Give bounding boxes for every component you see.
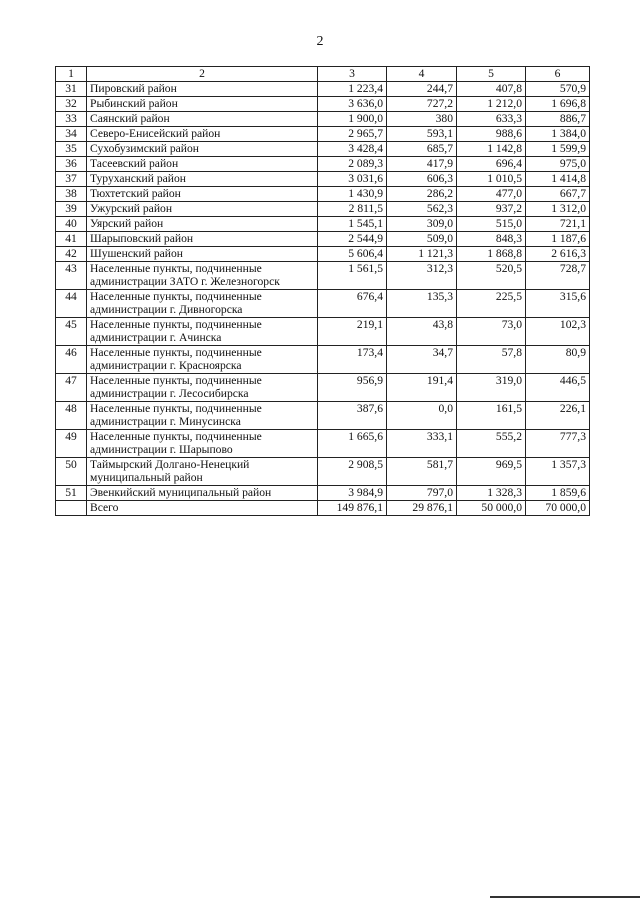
table-row — [56, 374, 590, 402]
value-col3: 3 428,4 — [318, 142, 387, 157]
table-row — [56, 247, 590, 262]
district-name: Тюхтетский район — [87, 187, 318, 202]
value-col6: 1 357,3 — [526, 458, 590, 486]
value-col5: 1 142,8 — [457, 142, 526, 157]
district-name: Шарыповский район — [87, 232, 318, 247]
table-body — [56, 82, 590, 516]
district-name: Эвенкийский муниципальный район — [87, 486, 318, 501]
row-number: 50 — [56, 458, 87, 486]
table-row — [56, 402, 590, 430]
value-col4: 685,7 — [387, 142, 457, 157]
table-row — [56, 346, 590, 374]
value-col5: 225,5 — [457, 290, 526, 318]
column-header: 2 — [87, 67, 318, 82]
value-col3: 2 965,7 — [318, 127, 387, 142]
row-number: 33 — [56, 112, 87, 127]
row-number: 42 — [56, 247, 87, 262]
value-col6: 226,1 — [526, 402, 590, 430]
value-col4: 43,8 — [387, 318, 457, 346]
value-col3: 387,6 — [318, 402, 387, 430]
total-col6: 70 000,0 — [526, 501, 590, 516]
district-name: Северо-Енисейский район — [87, 127, 318, 142]
total-label: Всего — [87, 501, 318, 516]
row-number: 49 — [56, 430, 87, 458]
total-number-cell — [56, 501, 87, 516]
value-col4: 135,3 — [387, 290, 457, 318]
value-col6: 975,0 — [526, 157, 590, 172]
value-col5: 937,2 — [457, 202, 526, 217]
value-col3: 2 908,5 — [318, 458, 387, 486]
value-col5: 848,3 — [457, 232, 526, 247]
value-col5: 633,3 — [457, 112, 526, 127]
table-row — [56, 232, 590, 247]
value-col5: 515,0 — [457, 217, 526, 232]
value-col4: 312,3 — [387, 262, 457, 290]
table-row — [56, 458, 590, 486]
district-name: Саянский район — [87, 112, 318, 127]
district-name: Таймырский Долгано-Ненецкий муниципальный район — [87, 458, 318, 486]
table-row — [56, 202, 590, 217]
district-name: Сухобузимский район — [87, 142, 318, 157]
row-number: 43 — [56, 262, 87, 290]
row-number: 39 — [56, 202, 87, 217]
row-number: 44 — [56, 290, 87, 318]
row-number: 35 — [56, 142, 87, 157]
column-header: 6 — [526, 67, 590, 82]
total-col3: 149 876,1 — [318, 501, 387, 516]
value-col3: 1 545,1 — [318, 217, 387, 232]
value-col6: 777,3 — [526, 430, 590, 458]
total-col5: 50 000,0 — [457, 501, 526, 516]
value-col5: 1 212,0 — [457, 97, 526, 112]
row-number: 51 — [56, 486, 87, 501]
value-col6: 728,7 — [526, 262, 590, 290]
data-table — [55, 66, 590, 516]
value-col6: 1 384,0 — [526, 127, 590, 142]
district-name: Населенные пункты, подчиненные администрации г. Лесосибирска — [87, 374, 318, 402]
column-header: 4 — [387, 67, 457, 82]
value-col5: 555,2 — [457, 430, 526, 458]
value-col4: 593,1 — [387, 127, 457, 142]
value-col6: 102,3 — [526, 318, 590, 346]
row-number: 34 — [56, 127, 87, 142]
value-col4: 0,0 — [387, 402, 457, 430]
value-col6: 80,9 — [526, 346, 590, 374]
value-col5: 520,5 — [457, 262, 526, 290]
value-col5: 696,4 — [457, 157, 526, 172]
row-number: 31 — [56, 82, 87, 97]
value-col6: 570,9 — [526, 82, 590, 97]
value-col3: 1 900,0 — [318, 112, 387, 127]
district-name: Населенные пункты, подчиненные администрации г. Дивногорска — [87, 290, 318, 318]
value-col4: 562,3 — [387, 202, 457, 217]
value-col5: 969,5 — [457, 458, 526, 486]
district-name: Населенные пункты, подчиненные администрации ЗАТО г. Железногорск — [87, 262, 318, 290]
value-col5: 73,0 — [457, 318, 526, 346]
value-col5: 57,8 — [457, 346, 526, 374]
table-row — [56, 172, 590, 187]
table-row — [56, 187, 590, 202]
table-row — [56, 127, 590, 142]
value-col4: 727,2 — [387, 97, 457, 112]
district-name: Тасеевский район — [87, 157, 318, 172]
value-col5: 1 328,3 — [457, 486, 526, 501]
value-col4: 797,0 — [387, 486, 457, 501]
value-col3: 219,1 — [318, 318, 387, 346]
value-col3: 5 606,4 — [318, 247, 387, 262]
row-number: 32 — [56, 97, 87, 112]
value-col6: 446,5 — [526, 374, 590, 402]
district-name: Населенные пункты, подчиненные администрации г. Красноярска — [87, 346, 318, 374]
row-number: 46 — [56, 346, 87, 374]
table-row — [56, 430, 590, 458]
value-col3: 3 636,0 — [318, 97, 387, 112]
value-col3: 173,4 — [318, 346, 387, 374]
value-col4: 309,0 — [387, 217, 457, 232]
value-col6: 1 414,8 — [526, 172, 590, 187]
district-name: Уярский район — [87, 217, 318, 232]
value-col4: 191,4 — [387, 374, 457, 402]
value-col6: 1 599,9 — [526, 142, 590, 157]
column-header: 1 — [56, 67, 87, 82]
table-row — [56, 82, 590, 97]
bottom-rule — [490, 896, 640, 898]
value-col3: 2 544,9 — [318, 232, 387, 247]
value-col6: 721,1 — [526, 217, 590, 232]
total-row — [56, 501, 590, 516]
value-col4: 244,7 — [387, 82, 457, 97]
row-number: 38 — [56, 187, 87, 202]
column-header: 5 — [457, 67, 526, 82]
value-col3: 2 811,5 — [318, 202, 387, 217]
value-col3: 956,9 — [318, 374, 387, 402]
table-header-row — [56, 67, 590, 82]
district-name: Населенные пункты, подчиненные администрации г. Ачинска — [87, 318, 318, 346]
value-col4: 34,7 — [387, 346, 457, 374]
value-col4: 1 121,3 — [387, 247, 457, 262]
row-number: 40 — [56, 217, 87, 232]
row-number: 36 — [56, 157, 87, 172]
district-name: Шушенский район — [87, 247, 318, 262]
row-number: 37 — [56, 172, 87, 187]
value-col6: 1 859,6 — [526, 486, 590, 501]
table-row — [56, 486, 590, 501]
value-col3: 1 561,5 — [318, 262, 387, 290]
value-col4: 509,0 — [387, 232, 457, 247]
value-col5: 1 868,8 — [457, 247, 526, 262]
table-row — [56, 217, 590, 232]
value-col4: 380 — [387, 112, 457, 127]
value-col5: 988,6 — [457, 127, 526, 142]
value-col6: 1 187,6 — [526, 232, 590, 247]
district-name: Пировский район — [87, 82, 318, 97]
district-name: Населенные пункты, подчиненные администрации г. Минусинска — [87, 402, 318, 430]
value-col5: 407,8 — [457, 82, 526, 97]
value-col3: 3 984,9 — [318, 486, 387, 501]
row-number: 45 — [56, 318, 87, 346]
district-name: Рыбинский район — [87, 97, 318, 112]
table-row — [56, 262, 590, 290]
value-col4: 333,1 — [387, 430, 457, 458]
value-col6: 315,6 — [526, 290, 590, 318]
value-col5: 477,0 — [457, 187, 526, 202]
value-col3: 1 223,4 — [318, 82, 387, 97]
value-col3: 3 031,6 — [318, 172, 387, 187]
value-col4: 286,2 — [387, 187, 457, 202]
value-col3: 676,4 — [318, 290, 387, 318]
value-col6: 2 616,3 — [526, 247, 590, 262]
value-col3: 2 089,3 — [318, 157, 387, 172]
district-name: Туруханский район — [87, 172, 318, 187]
table-row — [56, 142, 590, 157]
table-row — [56, 290, 590, 318]
value-col5: 161,5 — [457, 402, 526, 430]
value-col3: 1 665,6 — [318, 430, 387, 458]
table-row — [56, 318, 590, 346]
value-col5: 1 010,5 — [457, 172, 526, 187]
table-row — [56, 157, 590, 172]
district-name: Ужурский район — [87, 202, 318, 217]
value-col4: 581,7 — [387, 458, 457, 486]
total-col4: 29 876,1 — [387, 501, 457, 516]
value-col6: 667,7 — [526, 187, 590, 202]
value-col6: 1 312,0 — [526, 202, 590, 217]
row-number: 47 — [56, 374, 87, 402]
value-col4: 606,3 — [387, 172, 457, 187]
column-header: 3 — [318, 67, 387, 82]
page-number: 2 — [316, 34, 324, 49]
value-col3: 1 430,9 — [318, 187, 387, 202]
table-row — [56, 112, 590, 127]
value-col6: 1 696,8 — [526, 97, 590, 112]
value-col5: 319,0 — [457, 374, 526, 402]
value-col4: 417,9 — [387, 157, 457, 172]
value-col6: 886,7 — [526, 112, 590, 127]
row-number: 48 — [56, 402, 87, 430]
district-name: Населенные пункты, подчиненные администрации г. Шарыпово — [87, 430, 318, 458]
table-row — [56, 97, 590, 112]
row-number: 41 — [56, 232, 87, 247]
